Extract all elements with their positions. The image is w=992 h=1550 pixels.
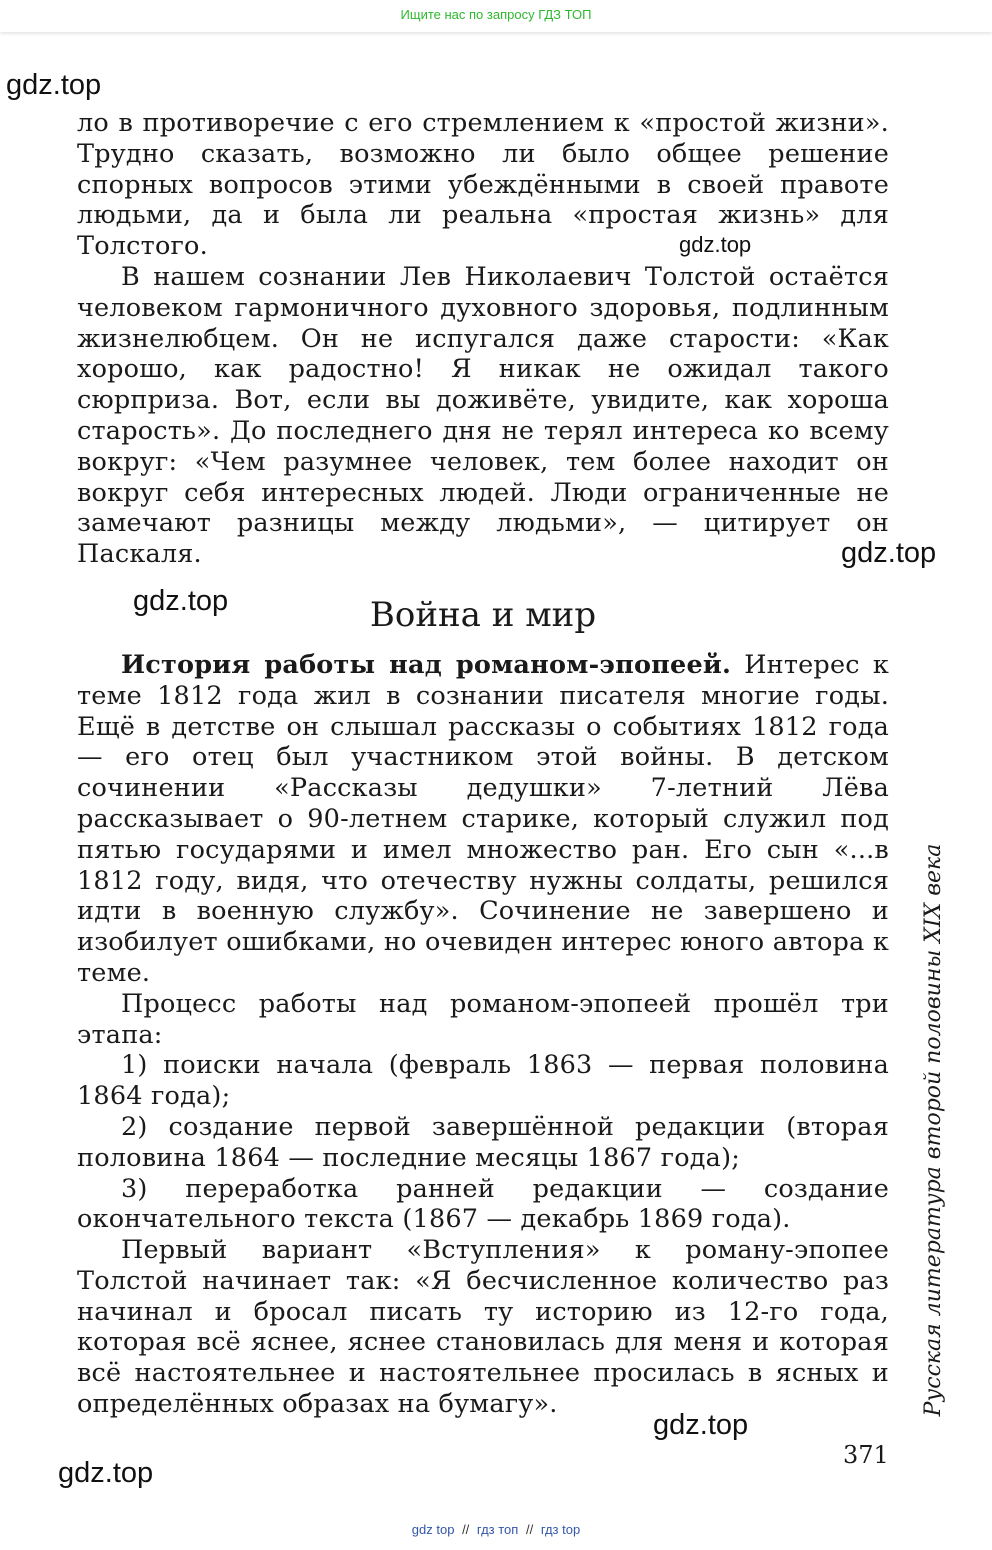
paragraph-history-lead — [77, 650, 889, 989]
watermark: gdz.top — [58, 1457, 154, 1489]
footer-separator: // — [462, 1522, 470, 1537]
footer-link[interactable]: гдз top — [540, 1522, 581, 1537]
page-body — [77, 108, 889, 1420]
watermark: gdz.top — [841, 537, 937, 569]
banner-link[interactable]: Ищите нас по запросу ГДЗ ТОП — [400, 7, 592, 22]
stage-item: 3) переработка ранней редакции — создание окончательного текста (1867 — декабрь 1869 года). — [77, 1173, 889, 1235]
stage-item: 1) поиски начала (февраль 1863 — первая половина 1864 года); — [77, 1050, 889, 1112]
history-lead-text: Интерес к теме 1812 года жил в сознании писателя многие годы. Ещё в детстве он слышал рассказы о событиях 1812 года — его отец был участником этой войны. В детском сочинении «Рассказы дедушки» 7-летний Лёва рассказывает о 90-летнем старике, который служил под пятью государями и имел множество ран. Его сын «...в 1812 году, видя, что отечеству нужны солдаты, решился идти в военную службу». Сочинение не завершено и изобилует ошибками, но очевиден интерес юного автора к теме. — [77, 649, 889, 988]
history-lead-bold: История работы над романом-эпопеей. — [121, 649, 732, 680]
side-running-title: Русская литература второй половины XIX века — [921, 843, 946, 1417]
watermark: gdz.top — [653, 1409, 749, 1441]
top-banner — [0, 0, 992, 32]
section-title: Война и мир — [369, 594, 597, 635]
footer-links — [0, 1522, 992, 1537]
footer-link[interactable]: gdz top — [411, 1522, 455, 1537]
paragraph-tolstoy-health: В нашем сознании Лев Николаевич Толстой остаётся человеком гармоничного духовного здоровья, подлинным жизнелюбцем. Он не испугался даже старости: «Как хорошо, как радостно! Я никак не ожидал такого сюрприза. Вот, если вы доживёте, увидите, как хороша старость». До последнего дня не терял интереса ко всему вокруг: «Чем разумнее человек, тем более находит он вокруг себя интересных людей. Люди ограниченные не замечают разницы между людьми», — цитирует он Паскаля. — [77, 261, 889, 570]
paragraph-continuation: ло в противоречие с его стремлением к «простой жизни». Трудно сказать, возможно ли было общее решение спорных вопросов этими убеждёнными в своей правоте людьми, да и была ли реальна «простая жизнь» для Толстого. — [77, 108, 889, 262]
watermark: gdz.top — [6, 69, 102, 101]
paragraph-first-variant: Первый вариант «Вступления» к роману-эпопее Толстой начинает так: «Я бесчисленное количество раз начинал и бросал писать ту историю из 12-го года, которая всё яснее, яснее становилась для меня и которая всё настоятельнее и настоятельнее просилась в ясных и определённых образах на бумагу». — [77, 1235, 889, 1420]
footer-separator: // — [525, 1522, 534, 1537]
watermark: gdz.top — [133, 585, 229, 617]
footer-link[interactable]: гдз топ — [476, 1522, 519, 1537]
watermark: gdz.top — [679, 232, 752, 257]
stage-item: 2) создание первой завершённой редакции (вторая половина 1864 — последние месяцы 1867 года); — [77, 1111, 889, 1173]
page-number: 371 — [843, 1441, 889, 1469]
paragraph-stages-intro: Процесс работы над романом-эпопеей прошёл три этапа: — [77, 988, 889, 1050]
